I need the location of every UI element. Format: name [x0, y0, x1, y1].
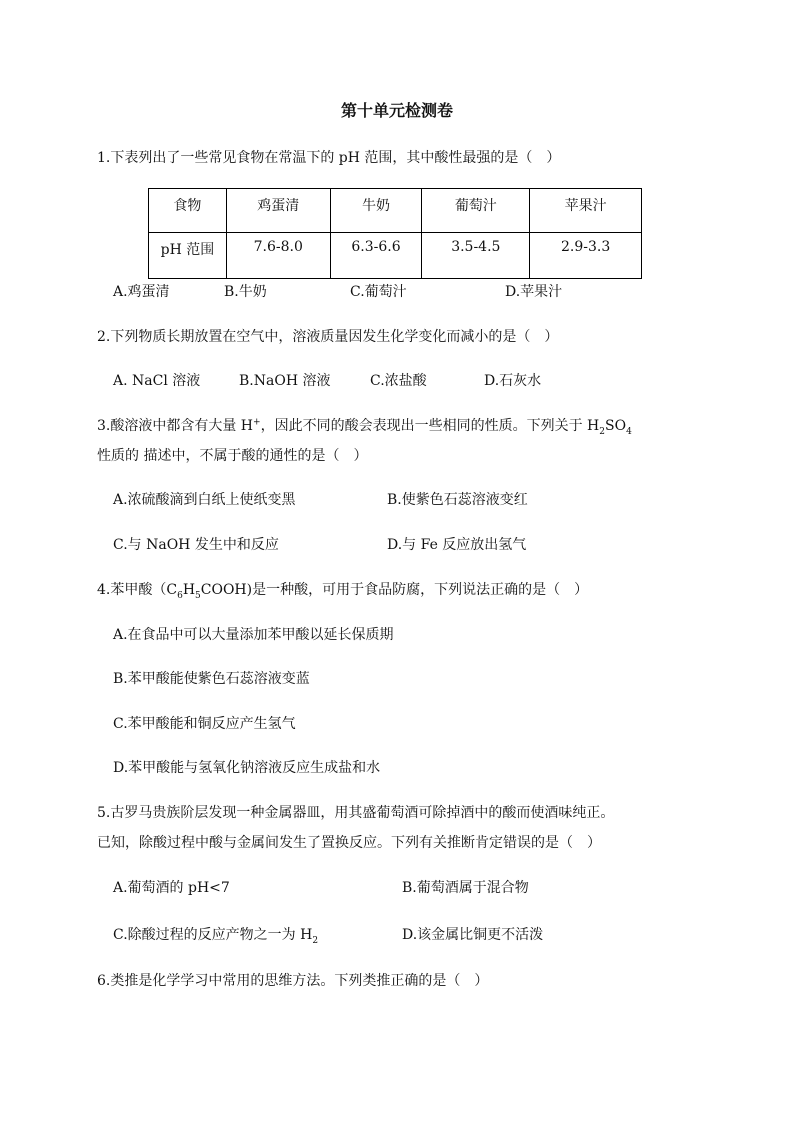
q3-subscript: 2 — [599, 426, 605, 437]
q3-subscript: 4 — [626, 426, 632, 437]
q2-option-c: C.浓盐酸 — [370, 373, 427, 389]
question-1-stem: 1.下表列出了一些常见食物在常温下的 pH 范围，其中酸性最强的是（ ） — [97, 150, 561, 166]
question-4-stem — [97, 580, 588, 600]
table-header-cell: 苹果汁 — [530, 189, 642, 233]
q2-option-a: A. NaCl 溶液 — [113, 373, 201, 389]
table-header-cell: 食物 — [149, 189, 227, 233]
q5-subscript: 2 — [312, 935, 319, 946]
table-header-cell: 鸡蛋清 — [226, 189, 330, 233]
q5-option-c-text: C.除酸过程的反应产物之一为 H — [113, 927, 313, 943]
question-5-stem-line2: 已知，除酸过程中酸与金属间发生了置换反应。下列有关推断肯定错误的是（ ） — [97, 835, 601, 851]
q1-option-a: A.鸡蛋清 — [113, 284, 170, 300]
table-cell: 2.9-3.3 — [530, 233, 642, 279]
ph-table — [148, 188, 642, 279]
table-header-cell: 葡萄汁 — [422, 189, 530, 233]
q2-option-b: B.NaOH 溶液 — [239, 373, 331, 389]
q4-option-b: B.苯甲酸能使紫色石蕊溶液变蓝 — [113, 671, 310, 687]
q5-option-d: D.该金属比铜更不活泼 — [402, 927, 544, 943]
table-header-row — [149, 189, 642, 233]
q4-subscript: 6 — [177, 590, 183, 601]
question-2-stem: 2.下列物质长期放置在空气中，溶液质量因发生化学变化而减小的是（ ） — [97, 329, 559, 345]
table-header-cell: 牛奶 — [330, 189, 422, 233]
q3-option-a: A.浓硫酸滴到白纸上使纸变黑 — [113, 492, 296, 508]
q3-option-b: B.使紫色石蕊溶液变红 — [387, 492, 528, 508]
table-cell: 6.3-6.6 — [330, 233, 422, 279]
q4-subscript: 5 — [195, 590, 201, 601]
q5-option-b: B.葡萄酒属于混合物 — [402, 880, 529, 896]
table-cell: 3.5-4.5 — [422, 233, 530, 279]
q2-option-d: D.石灰水 — [484, 373, 542, 389]
question-5-stem-line1: 5.古罗马贵族阶层发现一种金属器皿，用其盛葡萄酒可除掉酒中的酸而使酒味纯正。 — [97, 805, 615, 821]
table-cell: 7.6-8.0 — [226, 233, 330, 279]
q4-stem-part: H — [182, 582, 196, 598]
table-cell: pH 范围 — [149, 233, 227, 279]
q4-stem-part: 4.苯甲酸（C — [97, 582, 178, 598]
question-3-stem-line2: 性质的 描述中，不属于酸的通性的是（ ） — [97, 448, 368, 464]
q1-option-c: C.葡萄汁 — [350, 284, 407, 300]
q4-stem-part: COOH)是一种酸，可用于食品防腐，下列说法正确的是（ ） — [200, 582, 589, 598]
question-3-stem — [97, 416, 632, 436]
q5-option-c — [113, 925, 318, 945]
q1-option-d: D.苹果汁 — [505, 284, 563, 300]
q3-stem-part: SO — [604, 418, 627, 434]
q4-option-d: D.苯甲酸能与氢氧化钠溶液反应生成盐和水 — [113, 760, 381, 776]
q4-option-c: C.苯甲酸能和铜反应产生氢气 — [113, 716, 296, 732]
q3-stem-part: 3.酸溶液中都含有大量 H — [97, 418, 254, 434]
q3-superscript: + — [253, 417, 261, 428]
q1-option-b: B.牛奶 — [224, 284, 267, 300]
q3-option-d: D.与 Fe 反应放出氢气 — [387, 537, 527, 553]
q3-stem-part: ，因此不同的酸会表现出一些相同的性质。下列关于 H — [260, 418, 600, 434]
q4-option-a: A.在食品中可以大量添加苯甲酸以延长保质期 — [113, 627, 394, 643]
q3-option-c: C.与 NaOH 发生中和反应 — [113, 537, 279, 553]
table-row — [149, 233, 642, 279]
page-title: 第十单元检测卷 — [340, 101, 453, 120]
question-6-stem: 6.类推是化学学习中常用的思维方法。下列类推正确的是（ ） — [97, 973, 489, 989]
q5-option-a: A.葡萄酒的 pH<7 — [113, 880, 230, 896]
